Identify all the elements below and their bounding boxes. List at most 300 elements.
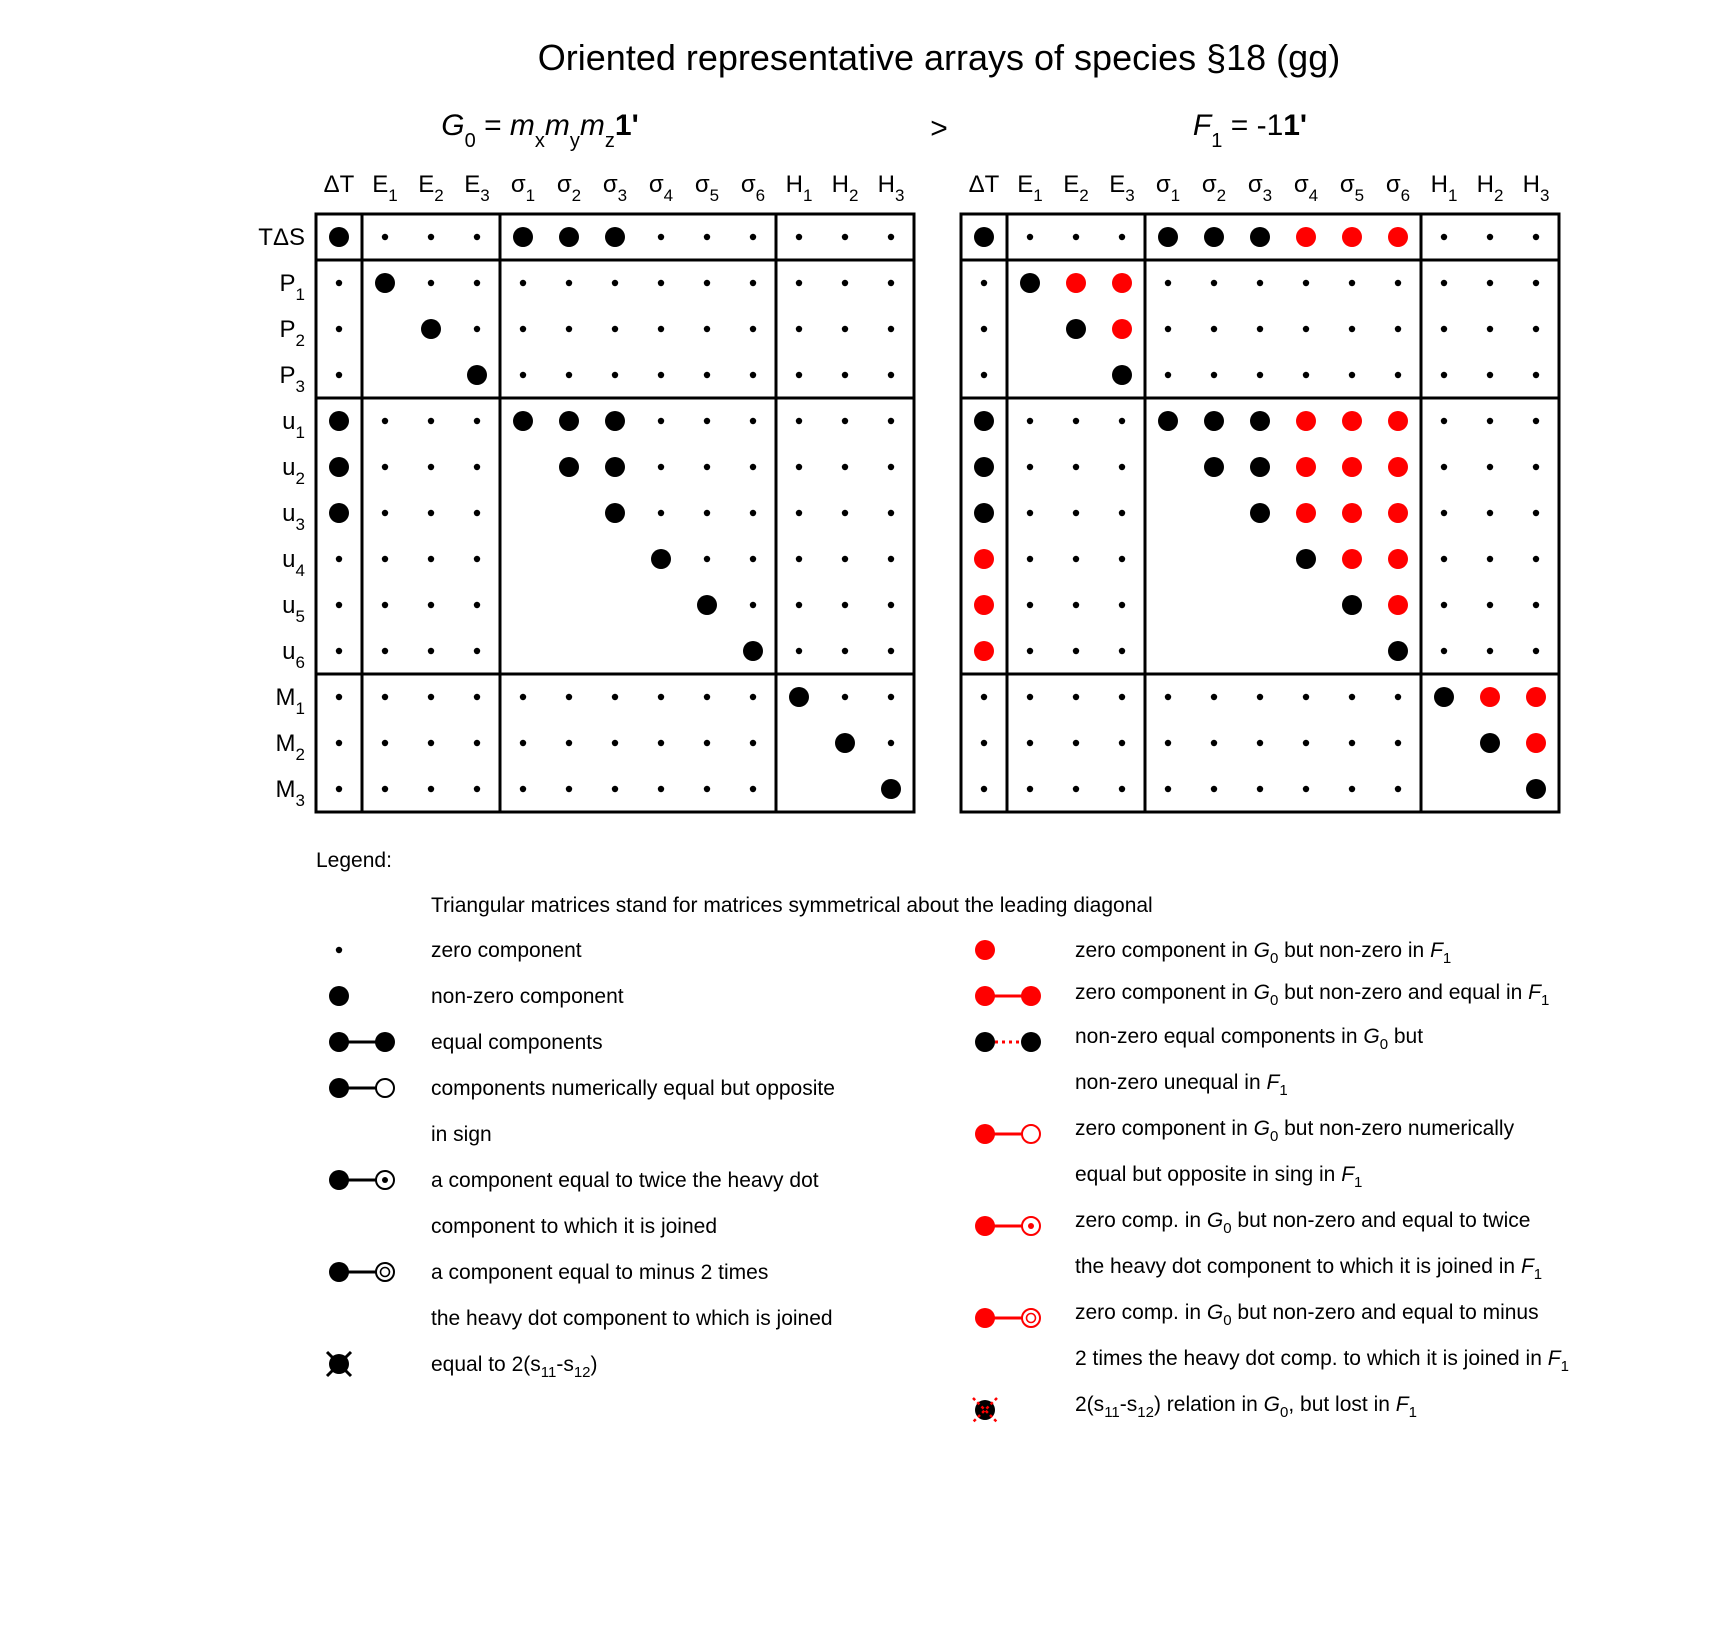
left-cell-zero-r8c2 bbox=[382, 556, 388, 562]
left-cell-zero-r11c4 bbox=[474, 694, 480, 700]
right-group-formula: $F_1 = -11'$ bbox=[1192, 109, 1308, 152]
right-cell-red-r5c9 bbox=[1342, 411, 1362, 431]
right-cell-zero-r13c10 bbox=[1395, 786, 1401, 792]
left-cell-nonzero-r7c7 bbox=[605, 503, 625, 523]
left-cell-zero-r2c9 bbox=[704, 280, 710, 286]
legend-x-dot: equal to $2(s_{11}-s_{12})$ bbox=[431, 1353, 598, 1381]
right-cell-red-r5c8 bbox=[1296, 411, 1316, 431]
left-cell-zero-r9c2 bbox=[382, 602, 388, 608]
left-cell-zero-r10c1 bbox=[336, 648, 342, 654]
right-cell-zero-r3c13 bbox=[1533, 326, 1539, 332]
right-cell-zero-r9c12 bbox=[1487, 602, 1493, 608]
opposite-sign-icon bbox=[329, 1078, 394, 1098]
left-cell-zero-r12c9 bbox=[704, 740, 710, 746]
legend bbox=[316, 849, 1569, 1422]
legend-red-twice-line1: zero comp. in $G_0$ but non-zero and equal to twice bbox=[1075, 1209, 1531, 1237]
left-cell-zero-r13c3 bbox=[428, 786, 434, 792]
left-column-header: $\sigma_6$ bbox=[740, 171, 766, 205]
left-cell-zero-r5c3 bbox=[428, 418, 434, 424]
left-cell-zero-r12c6 bbox=[566, 740, 572, 746]
red-opposite-sign-icon bbox=[975, 1124, 1040, 1144]
right-cell-zero-r12c6 bbox=[1211, 740, 1217, 746]
legend-red-dot: zero component in $G_0$ but non-zero in $F_1$ bbox=[1075, 939, 1452, 967]
left-cell-zero-r9c11 bbox=[796, 602, 802, 608]
right-cell-zero-r8c13 bbox=[1533, 556, 1539, 562]
right-cell-zero-r11c8 bbox=[1303, 694, 1309, 700]
right-cell-zero-r2c8 bbox=[1303, 280, 1309, 286]
right-cell-zero-r12c4 bbox=[1119, 740, 1125, 746]
row-label: $M_1$ bbox=[275, 684, 305, 718]
left-cell-zero-r11c6 bbox=[566, 694, 572, 700]
left-column-header: $H_3$ bbox=[877, 171, 905, 205]
right-cell-nonzero-r1c1 bbox=[974, 227, 994, 247]
left-cell-nonzero-r4c4 bbox=[467, 365, 487, 385]
left-cell-zero-r1c9 bbox=[704, 234, 710, 240]
right-cell-red-r7c10 bbox=[1388, 503, 1408, 523]
right-cell-zero-r6c12 bbox=[1487, 464, 1493, 470]
right-cell-zero-r8c12 bbox=[1487, 556, 1493, 562]
right-cell-zero-r3c11 bbox=[1441, 326, 1447, 332]
left-cell-zero-r9c10 bbox=[750, 602, 756, 608]
right-cell-zero-r13c8 bbox=[1303, 786, 1309, 792]
row-label: $M_2$ bbox=[275, 730, 305, 764]
left-cell-zero-r2c6 bbox=[566, 280, 572, 286]
left-cell-zero-r4c11 bbox=[796, 372, 802, 378]
right-cell-zero-r2c11 bbox=[1441, 280, 1447, 286]
right-cell-zero-r3c5 bbox=[1165, 326, 1171, 332]
right-cell-zero-r4c5 bbox=[1165, 372, 1171, 378]
left-cell-zero-r7c13 bbox=[888, 510, 894, 516]
left-cell-zero-r4c5 bbox=[520, 372, 526, 378]
left-column-header: $\sigma_3$ bbox=[602, 171, 628, 205]
right-column-header: $E_2$ bbox=[1063, 171, 1089, 205]
left-cell-zero-r4c12 bbox=[842, 372, 848, 378]
right-column-header: $H_1$ bbox=[1430, 171, 1458, 205]
right-cell-zero-r10c13 bbox=[1533, 648, 1539, 654]
legend-note: Triangular matrices stand for matrices symmetrical about the leading diagonal bbox=[431, 894, 1153, 917]
right-cell-zero-r1c3 bbox=[1073, 234, 1079, 240]
left-cell-zero-r3c5 bbox=[520, 326, 526, 332]
right-column-header: $H_2$ bbox=[1476, 171, 1504, 205]
left-cell-zero-r1c10 bbox=[750, 234, 756, 240]
left-cell-zero-r6c13 bbox=[888, 464, 894, 470]
right-cell-zero-r4c13 bbox=[1533, 372, 1539, 378]
left-cell-zero-r2c5 bbox=[520, 280, 526, 286]
right-cell-zero-r3c12 bbox=[1487, 326, 1493, 332]
left-cell-zero-r7c10 bbox=[750, 510, 756, 516]
left-cell-zero-r3c7 bbox=[612, 326, 618, 332]
left-cell-zero-r6c11 bbox=[796, 464, 802, 470]
left-cell-zero-r5c9 bbox=[704, 418, 710, 424]
equal-components-icon bbox=[329, 1032, 395, 1052]
right-cell-zero-r5c12 bbox=[1487, 418, 1493, 424]
right-cell-zero-r7c2 bbox=[1027, 510, 1033, 516]
left-cell-zero-r13c5 bbox=[520, 786, 526, 792]
left-cell-zero-r2c12 bbox=[842, 280, 848, 286]
legend-red-minus-twice-line2: 2 times the heavy dot comp. to which it is joined in $F_1$ bbox=[1075, 1347, 1569, 1375]
right-column-header: $E_1$ bbox=[1017, 171, 1043, 205]
legend-red-twice-line2: the heavy dot component to which it is joined in $F_1$ bbox=[1075, 1255, 1543, 1283]
right-cell-red-r11c12 bbox=[1480, 687, 1500, 707]
legend-twice-line1: a component equal to twice the heavy dot bbox=[431, 1169, 819, 1192]
left-cell-zero-r8c3 bbox=[428, 556, 434, 562]
right-cell-zero-r13c7 bbox=[1257, 786, 1263, 792]
legend-opposite-sign-line2: in sign bbox=[431, 1123, 492, 1146]
red-twice-icon bbox=[975, 1216, 1040, 1236]
twice-icon bbox=[329, 1170, 394, 1190]
right-cell-nonzero-r6c1 bbox=[974, 457, 994, 477]
right-cell-nonzero-r7c7 bbox=[1250, 503, 1270, 523]
left-cell-zero-r5c2 bbox=[382, 418, 388, 424]
right-cell-zero-r12c5 bbox=[1165, 740, 1171, 746]
right-cell-zero-r11c10 bbox=[1395, 694, 1401, 700]
left-cell-zero-r3c8 bbox=[658, 326, 664, 332]
right-cell-zero-r9c4 bbox=[1119, 602, 1125, 608]
right-cell-zero-r11c9 bbox=[1349, 694, 1355, 700]
left-cell-zero-r2c1 bbox=[336, 280, 342, 286]
minus-twice-icon bbox=[329, 1262, 394, 1282]
right-cell-nonzero-r8c8 bbox=[1296, 549, 1316, 569]
left-cell-zero-r4c1 bbox=[336, 372, 342, 378]
right-cell-zero-r10c12 bbox=[1487, 648, 1493, 654]
left-cell-nonzero-r5c7 bbox=[605, 411, 625, 431]
right-cell-red-r8c1 bbox=[974, 549, 994, 569]
left-cell-zero-r13c1 bbox=[336, 786, 342, 792]
right-cell-zero-r11c2 bbox=[1027, 694, 1033, 700]
row-label: $P_1$ bbox=[279, 270, 305, 304]
right-cell-zero-r12c1 bbox=[981, 740, 987, 746]
left-cell-zero-r5c8 bbox=[658, 418, 664, 424]
right-cell-zero-r12c2 bbox=[1027, 740, 1033, 746]
left-cell-zero-r6c8 bbox=[658, 464, 664, 470]
left-cell-zero-r9c13 bbox=[888, 602, 894, 608]
right-cell-zero-r2c1 bbox=[981, 280, 987, 286]
legend-minus-twice-line1: a component equal to minus 2 times bbox=[431, 1261, 769, 1284]
legend-lost-relation: $2(s_{11}-s_{12})$ relation in $G_0$, but lost in $F_1$ bbox=[1075, 1393, 1417, 1421]
right-cell-zero-r13c6 bbox=[1211, 786, 1217, 792]
right-cell-red-r1c10 bbox=[1388, 227, 1408, 247]
left-cell-zero-r7c2 bbox=[382, 510, 388, 516]
left-cell-nonzero-r13c13 bbox=[881, 779, 901, 799]
right-cell-zero-r4c7 bbox=[1257, 372, 1263, 378]
left-cell-zero-r10c3 bbox=[428, 648, 434, 654]
big-dot-icon bbox=[329, 986, 349, 1006]
red-minus-twice-icon bbox=[975, 1308, 1040, 1328]
left-cell-zero-r12c8 bbox=[658, 740, 664, 746]
right-column-header: $\sigma_3$ bbox=[1247, 171, 1273, 205]
right-cell-zero-r8c3 bbox=[1073, 556, 1079, 562]
right-cell-zero-r10c2 bbox=[1027, 648, 1033, 654]
left-column-header: $\sigma_2$ bbox=[556, 171, 582, 205]
left-cell-nonzero-r1c7 bbox=[605, 227, 625, 247]
left-cell-zero-r11c9 bbox=[704, 694, 710, 700]
unequal-components-icon bbox=[975, 1032, 1041, 1052]
small-dot-icon bbox=[336, 947, 342, 953]
right-cell-nonzero-r5c1 bbox=[974, 411, 994, 431]
right-cell-zero-r3c1 bbox=[981, 326, 987, 332]
left-cell-zero-r2c7 bbox=[612, 280, 618, 286]
right-cell-zero-r6c4 bbox=[1119, 464, 1125, 470]
right-cell-nonzero-r6c6 bbox=[1204, 457, 1224, 477]
left-cell-nonzero-r8c8 bbox=[651, 549, 671, 569]
left-cell-zero-r2c4 bbox=[474, 280, 480, 286]
left-cell-zero-r7c3 bbox=[428, 510, 434, 516]
legend-unequal-line2: non-zero unequal in $F_1$ bbox=[1075, 1071, 1288, 1099]
left-cell-nonzero-r7c1 bbox=[329, 503, 349, 523]
left-cell-zero-r5c10 bbox=[750, 418, 756, 424]
right-cell-zero-r8c2 bbox=[1027, 556, 1033, 562]
right-cell-red-r3c4 bbox=[1112, 319, 1132, 339]
legend-red-equal: zero component in $G_0$ but non-zero and equal in $F_1$ bbox=[1075, 981, 1550, 1009]
right-cell-zero-r13c2 bbox=[1027, 786, 1033, 792]
right-cell-nonzero-r1c5 bbox=[1158, 227, 1178, 247]
right-column-header: ΔT bbox=[968, 171, 1000, 198]
right-cell-zero-r12c10 bbox=[1395, 740, 1401, 746]
right-cell-zero-r1c13 bbox=[1533, 234, 1539, 240]
left-cell-zero-r5c11 bbox=[796, 418, 802, 424]
right-cell-zero-r5c11 bbox=[1441, 418, 1447, 424]
legend-non-zero-component: non-zero component bbox=[431, 985, 624, 1008]
right-cell-red-r11c13 bbox=[1526, 687, 1546, 707]
right-cell-red-r9c1 bbox=[974, 595, 994, 615]
right-cell-red-r9c10 bbox=[1388, 595, 1408, 615]
right-cell-zero-r4c12 bbox=[1487, 372, 1493, 378]
right-cell-red-r1c9 bbox=[1342, 227, 1362, 247]
legend-equal-components: equal components bbox=[431, 1031, 603, 1054]
right-cell-red-r2c3 bbox=[1066, 273, 1086, 293]
left-cell-zero-r1c13 bbox=[888, 234, 894, 240]
right-column-header: $\sigma_6$ bbox=[1385, 171, 1411, 205]
right-cell-zero-r2c12 bbox=[1487, 280, 1493, 286]
right-cell-zero-r5c2 bbox=[1027, 418, 1033, 424]
right-cell-zero-r12c9 bbox=[1349, 740, 1355, 746]
right-cell-zero-r6c3 bbox=[1073, 464, 1079, 470]
left-cell-nonzero-r10c10 bbox=[743, 641, 763, 661]
left-cell-zero-r1c12 bbox=[842, 234, 848, 240]
left-cell-zero-r11c2 bbox=[382, 694, 388, 700]
right-cell-zero-r3c7 bbox=[1257, 326, 1263, 332]
left-cell-zero-r13c9 bbox=[704, 786, 710, 792]
left-cell-zero-r9c3 bbox=[428, 602, 434, 608]
right-cell-zero-r6c13 bbox=[1533, 464, 1539, 470]
left-cell-zero-r9c1 bbox=[336, 602, 342, 608]
right-cell-nonzero-r2c2 bbox=[1020, 273, 1040, 293]
right-cell-zero-r3c8 bbox=[1303, 326, 1309, 332]
right-cell-nonzero-r3c3 bbox=[1066, 319, 1086, 339]
right-cell-nonzero-r9c9 bbox=[1342, 595, 1362, 615]
left-cell-zero-r3c1 bbox=[336, 326, 342, 332]
legend-red-opposite-line2: equal but opposite in sing in $F_1$ bbox=[1075, 1163, 1363, 1191]
left-cell-zero-r2c8 bbox=[658, 280, 664, 286]
right-cell-zero-r1c4 bbox=[1119, 234, 1125, 240]
left-cell-nonzero-r5c1 bbox=[329, 411, 349, 431]
left-cell-zero-r5c12 bbox=[842, 418, 848, 424]
legend-opposite-sign-line1: components numerically equal but opposite bbox=[431, 1077, 835, 1100]
right-cell-zero-r7c13 bbox=[1533, 510, 1539, 516]
left-cell-zero-r12c10 bbox=[750, 740, 756, 746]
row-label: $u_4$ bbox=[282, 546, 305, 580]
left-cell-zero-r12c13 bbox=[888, 740, 894, 746]
right-cell-red-r8c9 bbox=[1342, 549, 1362, 569]
right-cell-zero-r12c3 bbox=[1073, 740, 1079, 746]
left-cell-zero-r5c4 bbox=[474, 418, 480, 424]
row-label: $P_2$ bbox=[279, 316, 305, 350]
right-cell-zero-r4c8 bbox=[1303, 372, 1309, 378]
right-cell-zero-r1c11 bbox=[1441, 234, 1447, 240]
left-cell-zero-r7c8 bbox=[658, 510, 664, 516]
left-cell-zero-r13c6 bbox=[566, 786, 572, 792]
right-cell-zero-r4c9 bbox=[1349, 372, 1355, 378]
right-cell-red-r7c9 bbox=[1342, 503, 1362, 523]
left-cell-nonzero-r5c5 bbox=[513, 411, 533, 431]
diagram-title: Oriented representative arrays of species §18 (gg) bbox=[537, 37, 1341, 78]
right-cell-zero-r2c13 bbox=[1533, 280, 1539, 286]
right-cell-zero-r6c2 bbox=[1027, 464, 1033, 470]
right-cell-nonzero-r1c6 bbox=[1204, 227, 1224, 247]
right-cell-zero-r7c12 bbox=[1487, 510, 1493, 516]
left-column-header: $\sigma_1$ bbox=[510, 171, 536, 205]
left-cell-zero-r13c10 bbox=[750, 786, 756, 792]
right-cell-zero-r13c4 bbox=[1119, 786, 1125, 792]
right-cell-nonzero-r5c6 bbox=[1204, 411, 1224, 431]
left-cell-zero-r13c4 bbox=[474, 786, 480, 792]
left-cell-nonzero-r11c11 bbox=[789, 687, 809, 707]
right-cell-red-r8c10 bbox=[1388, 549, 1408, 569]
right-column-header: $\sigma_5$ bbox=[1339, 171, 1365, 205]
right-cell-zero-r2c7 bbox=[1257, 280, 1263, 286]
right-cell-zero-r1c2 bbox=[1027, 234, 1033, 240]
left-cell-zero-r8c9 bbox=[704, 556, 710, 562]
right-cell-zero-r10c11 bbox=[1441, 648, 1447, 654]
relation-symbol: > bbox=[930, 112, 948, 145]
left-cell-zero-r9c12 bbox=[842, 602, 848, 608]
right-cell-zero-r10c3 bbox=[1073, 648, 1079, 654]
right-cell-zero-r13c9 bbox=[1349, 786, 1355, 792]
row-label: $u_3$ bbox=[282, 500, 305, 534]
right-cell-zero-r13c3 bbox=[1073, 786, 1079, 792]
right-cell-zero-r9c3 bbox=[1073, 602, 1079, 608]
left-cell-zero-r3c6 bbox=[566, 326, 572, 332]
left-column-header: $H_2$ bbox=[831, 171, 859, 205]
red-dot-icon bbox=[975, 940, 995, 960]
right-column-header: $E_3$ bbox=[1109, 171, 1135, 205]
right-cell-red-r12c13 bbox=[1526, 733, 1546, 753]
left-cell-zero-r6c3 bbox=[428, 464, 434, 470]
left-cell-zero-r9c4 bbox=[474, 602, 480, 608]
left-cell-zero-r10c2 bbox=[382, 648, 388, 654]
left-cell-zero-r8c12 bbox=[842, 556, 848, 562]
legend-unequal-line1: non-zero equal components in $G_0$ but bbox=[1075, 1025, 1424, 1053]
left-cell-nonzero-r1c5 bbox=[513, 227, 533, 247]
lost-relation-icon bbox=[973, 1398, 997, 1422]
right-cell-zero-r4c6 bbox=[1211, 372, 1217, 378]
matrix-left bbox=[258, 171, 914, 812]
right-cell-nonzero-r12c12 bbox=[1480, 733, 1500, 753]
left-cell-zero-r4c9 bbox=[704, 372, 710, 378]
legend-red-opposite-line1: zero component in $G_0$ but non-zero numerically bbox=[1075, 1117, 1515, 1145]
left-cell-zero-r12c1 bbox=[336, 740, 342, 746]
left-cell-nonzero-r9c9 bbox=[697, 595, 717, 615]
right-cell-zero-r4c1 bbox=[981, 372, 987, 378]
right-cell-nonzero-r6c7 bbox=[1250, 457, 1270, 477]
left-cell-zero-r12c4 bbox=[474, 740, 480, 746]
right-cell-zero-r13c1 bbox=[981, 786, 987, 792]
left-cell-zero-r2c11 bbox=[796, 280, 802, 286]
left-cell-zero-r11c5 bbox=[520, 694, 526, 700]
right-cell-zero-r2c10 bbox=[1395, 280, 1401, 286]
left-cell-zero-r10c12 bbox=[842, 648, 848, 654]
right-column-header: $\sigma_2$ bbox=[1201, 171, 1227, 205]
legend-red-minus-twice-line1: zero comp. in $G_0$ but non-zero and equal to minus bbox=[1075, 1301, 1539, 1329]
left-cell-zero-r6c4 bbox=[474, 464, 480, 470]
left-cell-zero-r8c11 bbox=[796, 556, 802, 562]
left-column-header: $\sigma_5$ bbox=[694, 171, 720, 205]
left-cell-zero-r4c8 bbox=[658, 372, 664, 378]
left-cell-zero-r10c13 bbox=[888, 648, 894, 654]
left-cell-zero-r13c8 bbox=[658, 786, 664, 792]
right-cell-zero-r3c9 bbox=[1349, 326, 1355, 332]
left-cell-nonzero-r2c2 bbox=[375, 273, 395, 293]
left-cell-zero-r6c2 bbox=[382, 464, 388, 470]
left-cell-nonzero-r1c1 bbox=[329, 227, 349, 247]
right-cell-red-r6c9 bbox=[1342, 457, 1362, 477]
left-cell-zero-r7c11 bbox=[796, 510, 802, 516]
left-cell-zero-r12c5 bbox=[520, 740, 526, 746]
red-equal-icon bbox=[975, 986, 1041, 1006]
left-cell-zero-r12c7 bbox=[612, 740, 618, 746]
right-cell-red-r5c10 bbox=[1388, 411, 1408, 431]
row-label: $u_2$ bbox=[282, 454, 305, 488]
left-cell-zero-r7c12 bbox=[842, 510, 848, 516]
left-cell-zero-r6c10 bbox=[750, 464, 756, 470]
left-column-header: $H_1$ bbox=[785, 171, 813, 205]
left-cell-zero-r4c13 bbox=[888, 372, 894, 378]
right-cell-nonzero-r10c10 bbox=[1388, 641, 1408, 661]
left-cell-zero-r3c12 bbox=[842, 326, 848, 332]
right-cell-zero-r11c3 bbox=[1073, 694, 1079, 700]
right-cell-zero-r9c11 bbox=[1441, 602, 1447, 608]
left-cell-zero-r2c3 bbox=[428, 280, 434, 286]
legend-heading: Legend: bbox=[316, 849, 392, 872]
left-cell-zero-r11c3 bbox=[428, 694, 434, 700]
right-cell-zero-r7c4 bbox=[1119, 510, 1125, 516]
right-cell-zero-r9c2 bbox=[1027, 602, 1033, 608]
right-cell-red-r2c4 bbox=[1112, 273, 1132, 293]
left-cell-zero-r11c1 bbox=[336, 694, 342, 700]
left-column-header: $E_3$ bbox=[464, 171, 490, 205]
right-cell-zero-r11c6 bbox=[1211, 694, 1217, 700]
left-cell-zero-r1c8 bbox=[658, 234, 664, 240]
left-cell-zero-r5c13 bbox=[888, 418, 894, 424]
left-cell-zero-r3c10 bbox=[750, 326, 756, 332]
right-cell-zero-r11c5 bbox=[1165, 694, 1171, 700]
left-cell-zero-r10c11 bbox=[796, 648, 802, 654]
left-cell-zero-r6c9 bbox=[704, 464, 710, 470]
right-cell-zero-r5c13 bbox=[1533, 418, 1539, 424]
right-cell-red-r1c8 bbox=[1296, 227, 1316, 247]
right-cell-zero-r3c6 bbox=[1211, 326, 1217, 332]
right-cell-red-r6c8 bbox=[1296, 457, 1316, 477]
left-cell-nonzero-r1c6 bbox=[559, 227, 579, 247]
right-cell-zero-r4c10 bbox=[1395, 372, 1401, 378]
row-label: $u_1$ bbox=[282, 408, 305, 442]
left-cell-zero-r11c7 bbox=[612, 694, 618, 700]
left-cell-zero-r13c7 bbox=[612, 786, 618, 792]
right-cell-nonzero-r1c7 bbox=[1250, 227, 1270, 247]
left-cell-zero-r3c11 bbox=[796, 326, 802, 332]
right-cell-nonzero-r13c13 bbox=[1526, 779, 1546, 799]
right-cell-zero-r7c3 bbox=[1073, 510, 1079, 516]
